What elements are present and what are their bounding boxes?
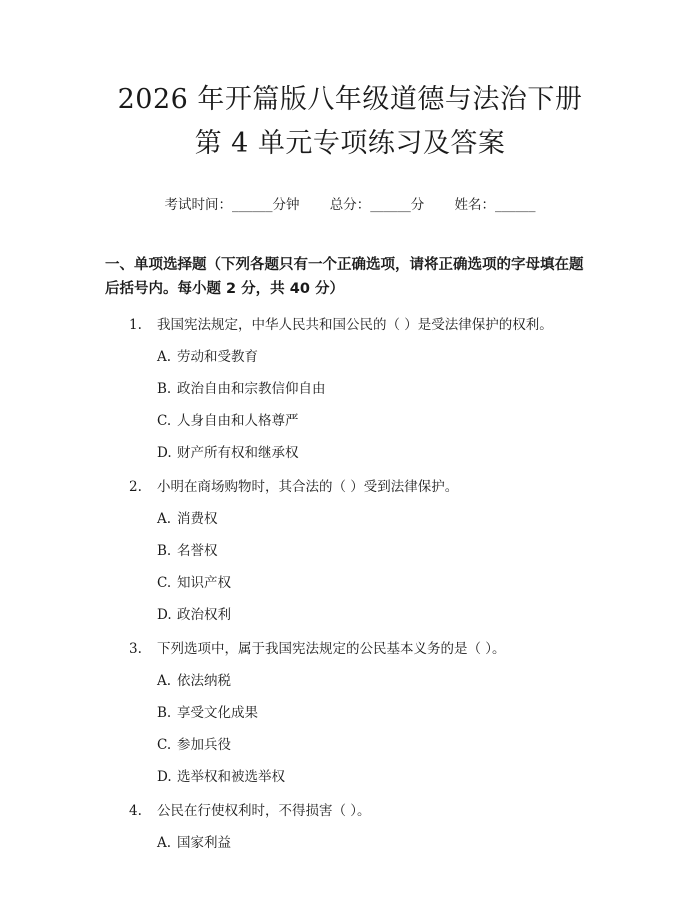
option-letter: A. (157, 673, 172, 689)
exam-meta (105, 193, 595, 213)
question-2-options (105, 509, 595, 625)
question-text: 下列选项中，属于我国宪法规定的公民基本义务的是（ ）。 (157, 641, 506, 657)
document-title: 2026 年开篇版八年级道德与法治下册第 4 单元专项练习及答案 (117, 84, 583, 159)
option-d (105, 767, 595, 787)
option-c (105, 573, 595, 593)
option-b (105, 379, 595, 399)
option-b (105, 541, 595, 561)
option-letter: D. (157, 769, 172, 785)
total-score-field: 总分：______分 (329, 197, 425, 213)
option-text: 参加兵役 (177, 737, 231, 753)
option-letter: B. (157, 381, 172, 397)
option-text: 人身自由和人格尊严 (177, 413, 299, 429)
option-letter: D. (157, 607, 172, 623)
option-letter: C. (157, 737, 172, 753)
question-number: 2. (129, 479, 142, 495)
option-text: 政治自由和宗教信仰自由 (177, 381, 326, 397)
question-3 (105, 639, 595, 659)
option-d (105, 443, 595, 463)
question-number: 4. (129, 803, 142, 819)
option-letter: C. (157, 575, 172, 591)
option-text: 财产所有权和继承权 (177, 445, 299, 461)
question-1 (105, 315, 595, 335)
option-text: 劳动和受教育 (177, 349, 258, 365)
option-letter: C. (157, 413, 172, 429)
option-c (105, 735, 595, 755)
option-letter: B. (157, 705, 172, 721)
option-text: 国家利益 (177, 835, 231, 851)
option-a (105, 509, 595, 529)
question-text: 我国宪法规定，中华人民共和国公民的（ ）是受法律保护的权利。 (157, 317, 553, 333)
option-a (105, 833, 595, 853)
question-4 (105, 801, 595, 821)
option-a (105, 671, 595, 691)
question-1-options (105, 347, 595, 463)
question-3-options (105, 671, 595, 787)
question-2 (105, 477, 595, 497)
option-letter: A. (157, 835, 172, 851)
option-text: 政治权利 (177, 607, 231, 623)
option-letter: B. (157, 543, 172, 559)
option-letter: D. (157, 445, 172, 461)
question-number: 3. (129, 641, 142, 657)
option-text: 名誉权 (177, 543, 218, 559)
section-heading: 一、单项选择题（下列各题只有一个正确选项，请将正确选项的字母填在题后括号内。每小题 2 分，共 40 分） (105, 257, 584, 297)
option-c (105, 411, 595, 431)
student-name-field: 姓名：______ (454, 197, 536, 213)
exam-time-field: 考试时间：______分钟 (164, 197, 300, 213)
question-number: 1. (129, 317, 142, 333)
question-4-options (105, 833, 595, 853)
option-text: 依法纳税 (177, 673, 231, 689)
option-text: 消费权 (177, 511, 218, 527)
option-letter: A. (157, 349, 172, 365)
option-text: 选举权和被选举权 (177, 769, 285, 785)
question-text: 小明在商场购物时，其合法的（ ）受到法律保护。 (157, 479, 459, 495)
option-text: 享受文化成果 (177, 705, 258, 721)
question-text: 公民在行使权利时，不得损害（ ）。 (157, 803, 371, 819)
option-d (105, 605, 595, 625)
option-b (105, 703, 595, 723)
option-a (105, 347, 595, 367)
option-text: 知识产权 (177, 575, 231, 591)
option-letter: A. (157, 511, 172, 527)
